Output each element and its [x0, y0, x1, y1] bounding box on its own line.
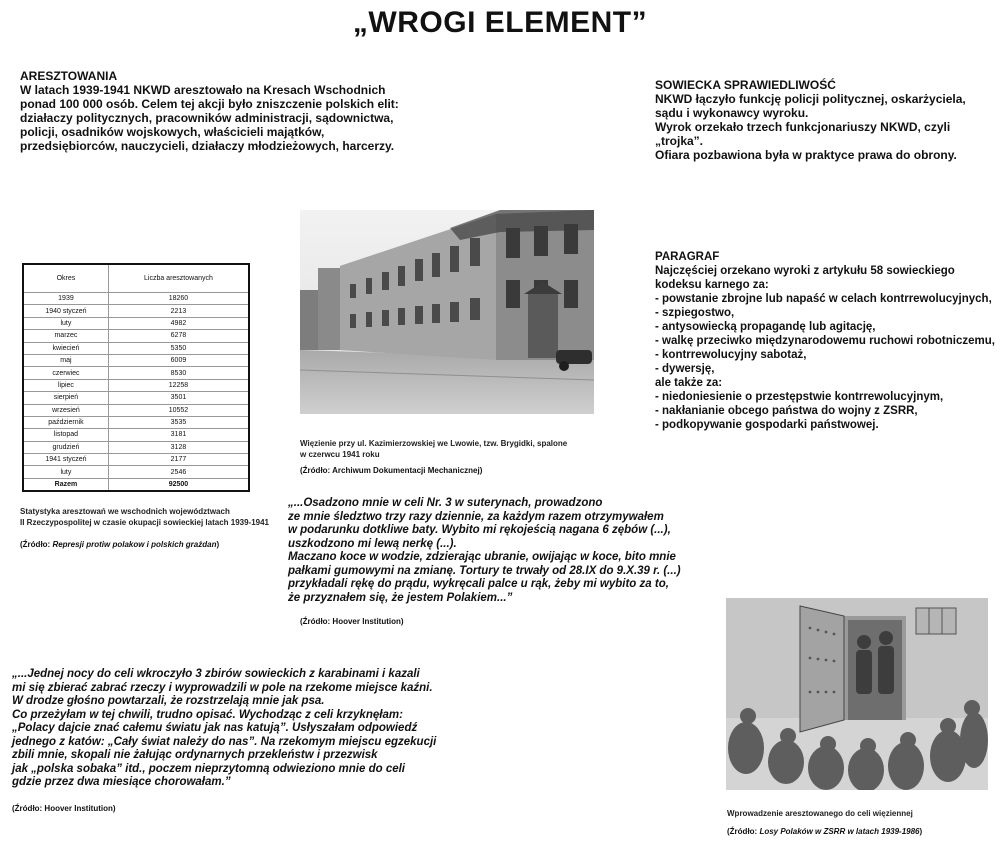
table-cell-count: 4982	[108, 317, 249, 329]
table-row	[23, 404, 249, 416]
paragraph-line: Najczęściej orzekano wyroki z artykułu 58 sowieckiego	[655, 265, 955, 277]
table-cell-period: luty	[23, 466, 108, 478]
source-prefix: (Źródło:	[727, 827, 760, 836]
justice-heading: SOWIECKA SPRAWIEDLIWOŚĆ	[655, 78, 836, 92]
paragraph-heading: PARAGRAF	[655, 251, 720, 263]
table-row	[23, 416, 249, 428]
table-cell-count: 3181	[108, 429, 249, 441]
paragraph-line: - antysowiecką propagandę lub agitację,	[655, 321, 876, 333]
table-cell-count: 2177	[108, 454, 249, 466]
table-row	[23, 367, 249, 379]
table-cell-period: marzec	[23, 330, 108, 342]
quote-line: mi się zbierać zabrać rzeczy i wyprowadzili w pole na rzekome miejsce kaźni.	[12, 681, 433, 694]
table-row	[23, 392, 249, 404]
quote-line: „Polacy dajcie znać całemu światu jak nas katują”. Usłyszałam odpowiedź	[12, 722, 418, 734]
arrests-line: ponad 100 000 osób. Celem tej akcji było zniszczenie polskich elit:	[20, 97, 399, 111]
quote-line: w podarunku dotkliwe baty. Wybito mi rękojeścią nagana 6 zębów (...),	[288, 524, 671, 536]
table-cell-period: 1939	[23, 293, 108, 305]
table-cell-period: wrzesień	[23, 404, 108, 416]
table-cell-period: maj	[23, 354, 108, 366]
paragraph-line: - szpiegostwo,	[655, 307, 735, 319]
table-row	[23, 293, 249, 305]
table-cell-period: 1941 styczeń	[23, 454, 108, 466]
arrests-line: przedsiębiorców, nauczycieli, działaczy młodzieżowych, harcerzy.	[20, 139, 395, 153]
table-cell-count: 3128	[108, 441, 249, 453]
photo-caption-line: Więzienie przy ul. Kazimierzowskiej we Lwowie, tzw. Brygidki, spalone	[300, 439, 568, 448]
table-caption-line: II Rzeczypospolitej w czasie okupacji sowieckiej latach 1939-1941	[20, 518, 270, 527]
arrests-line: działaczy politycznych, pracowników administracji, sądownictwa,	[20, 111, 394, 125]
justice-line: Wyrok orzekało trzech funkcjonariuszy NKWD, czyli „trojka”.	[655, 120, 951, 148]
photo-caption-line: w czerwcu 1941 roku	[300, 450, 380, 459]
table-cell-count: 18260	[108, 293, 249, 305]
table-header-period: Okres	[23, 264, 108, 293]
prison-photo	[300, 210, 594, 414]
quote-line: gdzie przez dwa miesiące chorowałam.”	[12, 776, 231, 788]
paragraph-line: - kontrrewolucyjny sabotaż,	[655, 349, 807, 361]
photo-caption	[300, 438, 600, 460]
arrests-heading: ARESZTOWANIA	[20, 69, 118, 83]
source-title: Losy Polaków w ZSRR w latach 1939-1986	[759, 827, 920, 836]
table-cell-count: 6278	[108, 330, 249, 342]
table-cell-count: 2213	[108, 305, 249, 317]
table-cell-count: 2546	[108, 466, 249, 478]
source-title: Represji protiw polakow i polskich grażdan	[52, 540, 217, 549]
quote-line: zbili mnie, skopali nie żałując ordynarnych przekleństw i przezwisk	[12, 749, 378, 761]
table-cell-period: czerwiec	[23, 367, 108, 379]
table-source	[20, 539, 290, 550]
justice-section	[655, 78, 995, 162]
quote-line: pałkami gumowymi na zmianę. Tortury te trwały od 28.IX do 9.X.39 r. (...)	[288, 564, 681, 577]
table-cell-count: 8530	[108, 367, 249, 379]
justice-line: sądu i wykonawcy wyroku.	[655, 106, 809, 120]
paragraph-line: ale także za:	[655, 377, 723, 389]
quote1-source: (Źródło: Hoover Institution)	[300, 617, 404, 626]
table-row	[23, 454, 249, 466]
paragraph-line: - niedoniesienie o przestępstwie kontrrewolucyjnym,	[655, 391, 944, 403]
table-cell-count: 5350	[108, 342, 249, 354]
table-cell-period: lipiec	[23, 379, 108, 391]
quote-line: przykładali rękę do prądu, wykręcali palce u rąk, żeby mi wybito za to,	[288, 578, 669, 590]
paragraph-line: - powstanie zbrojne lub napaść w celach kontrrewolucyjnych,	[655, 293, 992, 305]
table-row	[23, 354, 249, 366]
table-row	[23, 342, 249, 354]
table-row	[23, 330, 249, 342]
arrests-line: policji, osadników wojskowych, właścicieli majątków,	[20, 125, 325, 139]
table-cell-period: listopad	[23, 429, 108, 441]
table-cell-count: 10552	[108, 404, 249, 416]
quote-line: ze mnie śledztwo trzy razy dziennie, za każdym razem otrzymywałem	[288, 510, 664, 523]
source-suffix: )	[919, 827, 923, 836]
quote-line: Co przeżyłam w tej chwili, trudno opisać. Wychodząc z celi krzyknęłam:	[12, 708, 403, 721]
source-suffix: )	[216, 540, 220, 549]
paragraph-section	[655, 250, 1000, 432]
justice-line: NKWD łączyło funkcję policji politycznej, oskarżyciela,	[655, 92, 966, 106]
paragraph-line: kodeksu karnego za:	[655, 279, 769, 291]
table-caption-line: Statystyka aresztowań we wschodnich województwach	[20, 507, 230, 516]
testimony-quote-1	[288, 497, 708, 605]
table-row	[23, 441, 249, 453]
table-row	[23, 305, 249, 317]
paragraph-line: - walkę przeciwko międzynarodowemu ruchowi robotniczemu,	[655, 335, 995, 347]
table-header-count: Liczba aresztowanych	[108, 264, 249, 293]
arrests-line: W latach 1939-1941 NKWD aresztowało na Kresach Wschodnich	[20, 83, 386, 97]
quote-line: jednego z katów: „Cały świat należy do nas”. Na rzekomym miejscu egzekucji	[12, 735, 437, 748]
arrests-section	[20, 69, 420, 153]
table-cell-period: kwiecień	[23, 342, 108, 354]
table-caption	[20, 506, 290, 528]
table-cell-count: 6009	[108, 354, 249, 366]
table-cell-period: październik	[23, 416, 108, 428]
prison-building-image	[300, 210, 594, 414]
table-body	[23, 293, 249, 492]
drawing-source	[727, 826, 997, 837]
cell-drawing	[726, 598, 988, 790]
table-total-row	[23, 478, 249, 491]
quote-line: „...Jednej nocy do celi wkroczyło 3 zbirów sowieckich z karabinami i kazali	[12, 668, 420, 680]
paragraph-line: - nakłanianie obcego państwa do wojny z ZSRR,	[655, 405, 918, 417]
quote-line: W drodze głośno powtarzali, że rozstrzelają mnie jak psa.	[12, 695, 325, 707]
table-cell-count: 3535	[108, 416, 249, 428]
justice-line: Ofiara pozbawiona była w praktyce prawa do obrony.	[655, 148, 957, 162]
arrests-table	[22, 263, 250, 492]
table-cell-period: 1940 styczeń	[23, 305, 108, 317]
table-cell-period: luty	[23, 317, 108, 329]
table-row	[23, 317, 249, 329]
testimony-quote-2	[12, 668, 452, 790]
quote-line: „...Osadzono mnie w celi Nr. 3 w suterynach, prowadzono	[288, 497, 603, 509]
drawing-caption: Wprowadzenie aresztowanego do celi więziennej	[727, 809, 913, 818]
photo-source: (Źródło: Archiwum Dokumentacji Mechanicznej)	[300, 466, 483, 475]
table-cell-period: grudzień	[23, 441, 108, 453]
page-title: „WROGI ELEMENT”	[352, 6, 648, 39]
table-cell-period: sierpień	[23, 392, 108, 404]
cell-drawing-image	[726, 598, 988, 790]
table-cell-count: 12258	[108, 379, 249, 391]
table-row	[23, 466, 249, 478]
source-prefix: (Źródło:	[20, 540, 53, 549]
table-row	[23, 429, 249, 441]
paragraph-line: - podkopywanie gospodarki państwowej.	[655, 419, 879, 431]
quote-line: że przyznałem się, że jestem Polakiem...”	[288, 591, 513, 604]
table-cell-count: 3501	[108, 392, 249, 404]
table-total-label: Razem	[23, 478, 108, 491]
quote-line: uszkodzono mi lewą nerkę (...).	[288, 537, 457, 550]
quote2-source: (Źródło: Hoover Institution)	[12, 804, 116, 813]
table-total-value: 92500	[108, 478, 249, 491]
table-row	[23, 379, 249, 391]
paragraph-line: - dywersję,	[655, 363, 715, 375]
quote-line: jak „polska sobaka” itd., poczem nieprzytomną odwieziono mnie do celi	[12, 762, 405, 775]
quote-line: Maczano koce w wodzie, zdzierając ubranie, owijając w koce, bito mnie	[288, 551, 676, 563]
